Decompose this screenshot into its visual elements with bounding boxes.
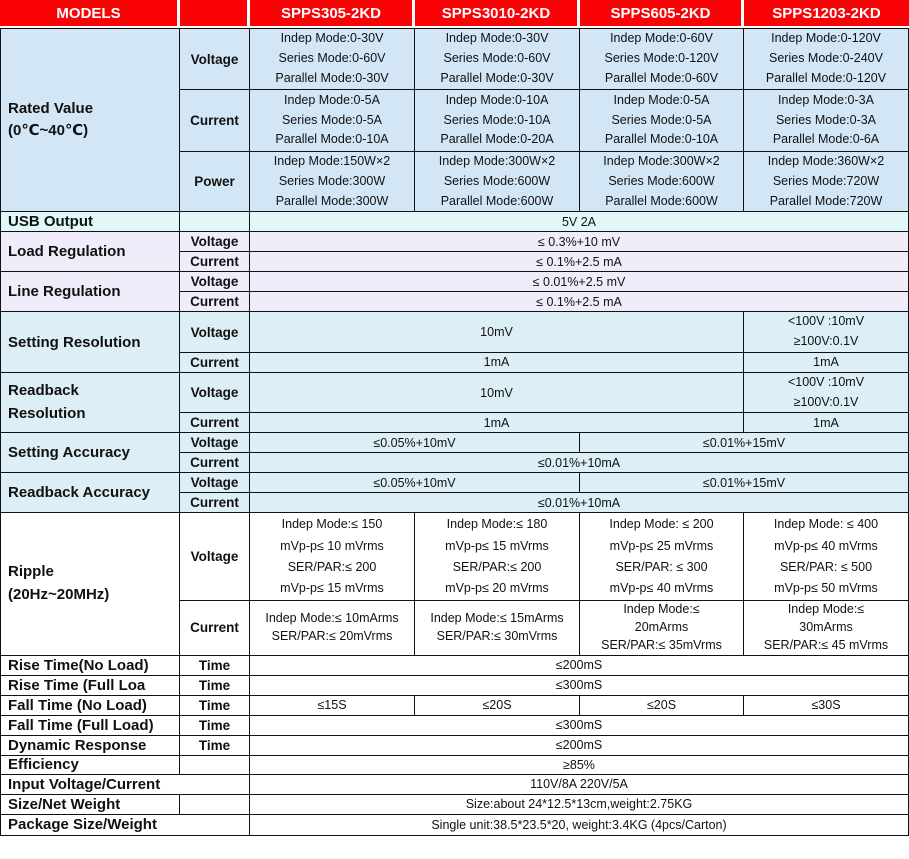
- ripple-current-4: Indep Mode:≤ 30mArms SER/PAR:≤ 45 mVrms: [744, 601, 909, 655]
- ripple-voltage-1: Indep Mode:≤ 150 mVp-p≤ 10 mVrms SER/PAR:≤ 200 mVp-p≤ 15 mVrms: [250, 513, 415, 601]
- usb-output-label: USB Output: [0, 212, 180, 232]
- load-reg-current-value: ≤ 0.1%+2.5 mA: [250, 252, 909, 272]
- line-regulation-label: Line Regulation: [0, 272, 180, 312]
- rb-res-voltage-sub: Voltage: [180, 373, 250, 414]
- set-res-current-value: 1mA: [250, 353, 744, 373]
- ripple-label: Ripple (20Hz~20MHz): [0, 513, 180, 655]
- ripple-voltage-2: Indep Mode:≤ 180 mVp-p≤ 15 mVrms SER/PAR:≤ 200 mVp-p≤ 20 mVrms: [415, 513, 580, 601]
- rb-acc-current-value: ≤0.01%+10mA: [250, 493, 909, 513]
- rb-acc-voltage-sub: Voltage: [180, 473, 250, 493]
- load-reg-voltage-sub: Voltage: [180, 232, 250, 252]
- dynamic-response-sub: Time: [180, 736, 250, 756]
- rb-acc-voltage-34: ≤0.01%+15mV: [580, 473, 909, 493]
- fall-time-no-load-4: ≤30S: [744, 696, 909, 716]
- set-res-current-4: 1mA: [744, 353, 909, 373]
- rated-current-4: Indep Mode:0-3A Series Mode:0-3A Parallel Mode:0-6A: [744, 90, 909, 152]
- rb-res-voltage-value: 10mV: [250, 373, 744, 414]
- rated-power-sub: Power: [180, 152, 250, 212]
- rated-power-2: Indep Mode:300W×2 Series Mode:600W Parallel Mode:600W: [415, 152, 580, 212]
- rated-current-sub: Current: [180, 90, 250, 152]
- ripple-current-1: Indep Mode:≤ 10mArms SER/PAR:≤ 20mVrms: [250, 601, 415, 655]
- models-header: MODELS: [0, 0, 180, 28]
- usb-output-value: 5V 2A: [250, 212, 909, 232]
- set-acc-current-sub: Current: [180, 453, 250, 473]
- set-acc-voltage-sub: Voltage: [180, 433, 250, 453]
- setting-resolution-label: Setting Resolution: [0, 312, 180, 373]
- rb-res-current-4: 1mA: [744, 413, 909, 433]
- rise-time-full-load-value: ≤300mS: [250, 676, 909, 696]
- set-res-voltage-value: 10mV: [250, 312, 744, 353]
- rb-acc-current-sub: Current: [180, 493, 250, 513]
- ripple-voltage-sub: Voltage: [180, 513, 250, 601]
- rated-current-1: Indep Mode:0-5A Series Mode:0-5A Parallel Mode:0-10A: [250, 90, 415, 152]
- load-reg-current-sub: Current: [180, 252, 250, 272]
- package-size-weight-value: Single unit:38.5*23.5*20, weight:3.4KG (4pcs/Carton): [250, 815, 909, 836]
- rated-voltage-4: Indep Mode:0-120V Series Mode:0-240V Parallel Mode:0-120V: [744, 28, 909, 90]
- fall-time-full-load-sub: Time: [180, 716, 250, 736]
- rise-time-no-load-value: ≤200mS: [250, 656, 909, 676]
- input-voltage-current-value: 110V/8A 220V/5A: [250, 775, 909, 795]
- set-res-voltage-sub: Voltage: [180, 312, 250, 353]
- fall-time-full-load-value: ≤300mS: [250, 716, 909, 736]
- rb-acc-voltage-12: ≤0.05%+10mV: [250, 473, 580, 493]
- fall-time-no-load-label: Fall Time (No Load): [0, 696, 180, 716]
- ripple-current-2: Indep Mode:≤ 15mArms SER/PAR:≤ 30mVrms: [415, 601, 580, 655]
- rise-time-full-load-sub: Time: [180, 676, 250, 696]
- rated-power-4: Indep Mode:360W×2 Series Mode:720W Parallel Mode:720W: [744, 152, 909, 212]
- size-net-weight-value: Size:about 24*12.5*13cm,weight:2.75KG: [250, 795, 909, 815]
- usb-output-sub-empty: [180, 212, 250, 232]
- load-regulation-label: Load Regulation: [0, 232, 180, 272]
- model-col-spps605: SPPS605-2KD: [580, 0, 744, 28]
- rated-voltage-2: Indep Mode:0-30V Series Mode:0-60V Parallel Mode:0-30V: [415, 28, 580, 90]
- set-res-voltage-4: <100V :10mV ≥100V:0.1V: [744, 312, 909, 353]
- model-col-spps3010: SPPS3010-2KD: [415, 0, 580, 28]
- efficiency-value: ≥85%: [250, 756, 909, 775]
- line-reg-current-sub: Current: [180, 292, 250, 312]
- rated-current-2: Indep Mode:0-10A Series Mode:0-10A Parallel Mode:0-20A: [415, 90, 580, 152]
- ripple-current-3: Indep Mode:≤ 20mArms SER/PAR:≤ 35mVrms: [580, 601, 744, 655]
- size-net-weight-label: Size/Net Weight: [0, 795, 180, 815]
- rated-value-label: Rated Value (0℃~40℃): [0, 28, 180, 212]
- model-col-spps305: SPPS305-2KD: [250, 0, 415, 28]
- dynamic-response-value: ≤200mS: [250, 736, 909, 756]
- load-reg-voltage-value: ≤ 0.3%+10 mV: [250, 232, 909, 252]
- set-acc-current-value: ≤0.01%+10mA: [250, 453, 909, 473]
- ripple-current-sub: Current: [180, 601, 250, 655]
- set-res-current-sub: Current: [180, 353, 250, 373]
- dynamic-response-label: Dynamic Response: [0, 736, 180, 756]
- package-size-weight-label: Package Size/Weight: [0, 815, 250, 836]
- size-net-weight-sub-empty: [180, 795, 250, 815]
- input-voltage-current-label: Input Voltage/Current: [0, 775, 250, 795]
- rise-time-no-load-label: Rise Time(No Load): [0, 656, 180, 676]
- line-reg-voltage-sub: Voltage: [180, 272, 250, 292]
- rb-res-current-value: 1mA: [250, 413, 744, 433]
- rated-current-3: Indep Mode:0-5A Series Mode:0-5A Parallel Mode:0-10A: [580, 90, 744, 152]
- rated-power-3: Indep Mode:300W×2 Series Mode:600W Parallel Mode:600W: [580, 152, 744, 212]
- fall-time-full-load-label: Fall Time (Full Load): [0, 716, 180, 736]
- rated-voltage-1: Indep Mode:0-30V Series Mode:0-60V Parallel Mode:0-30V: [250, 28, 415, 90]
- line-reg-voltage-value: ≤ 0.01%+2.5 mV: [250, 272, 909, 292]
- rise-time-no-load-sub: Time: [180, 656, 250, 676]
- ripple-voltage-4: Indep Mode: ≤ 400 mVp-p≤ 40 mVrms SER/PAR: ≤ 500 mVp-p≤ 50 mVrms: [744, 513, 909, 601]
- rise-time-full-load-label: Rise Time (Full Loa: [0, 676, 180, 696]
- model-col-spps1203: SPPS1203-2KD: [744, 0, 909, 28]
- fall-time-no-load-1: ≤15S: [250, 696, 415, 716]
- readback-resolution-label: Readback Resolution: [0, 373, 180, 434]
- efficiency-label: Efficiency: [0, 756, 180, 775]
- header-empty-cell: [180, 0, 250, 28]
- efficiency-sub-empty: [180, 756, 250, 775]
- rated-voltage-sub: Voltage: [180, 28, 250, 90]
- rb-res-voltage-4: <100V :10mV ≥100V:0.1V: [744, 373, 909, 414]
- rated-voltage-3: Indep Mode:0-60V Series Mode:0-120V Parallel Mode:0-60V: [580, 28, 744, 90]
- fall-time-no-load-sub: Time: [180, 696, 250, 716]
- fall-time-no-load-3: ≤20S: [580, 696, 744, 716]
- rated-power-1: Indep Mode:150W×2 Series Mode:300W Parallel Mode:300W: [250, 152, 415, 212]
- set-acc-voltage-12: ≤0.05%+10mV: [250, 433, 580, 453]
- setting-accuracy-label: Setting Accuracy: [0, 433, 180, 473]
- set-acc-voltage-34: ≤0.01%+15mV: [580, 433, 909, 453]
- rb-res-current-sub: Current: [180, 413, 250, 433]
- fall-time-no-load-2: ≤20S: [415, 696, 580, 716]
- line-reg-current-value: ≤ 0.1%+2.5 mA: [250, 292, 909, 312]
- readback-accuracy-label: Readback Accuracy: [0, 473, 180, 513]
- ripple-voltage-3: Indep Mode: ≤ 200 mVp-p≤ 25 mVrms SER/PAR: ≤ 300 mVp-p≤ 40 mVrms: [580, 513, 744, 601]
